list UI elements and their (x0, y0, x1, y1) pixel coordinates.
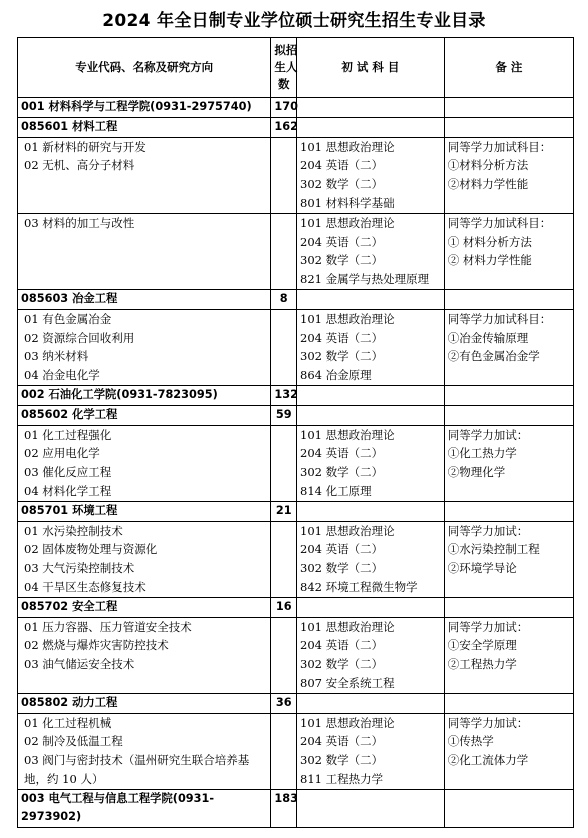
header-major: 专业代码、名称及研究方向 (18, 38, 271, 98)
empty-cell (444, 289, 573, 309)
exam-subject-line: 204 英语（二） (300, 734, 384, 749)
research-direction-line: 01 化工过程机械 (24, 715, 112, 730)
note-cell (444, 713, 573, 789)
exam-subject-line: 811 工程热力学 (300, 771, 384, 786)
research-direction-cell (18, 713, 271, 789)
research-direction-line: 01 新材料的研究与开发 (24, 139, 146, 154)
empty-cell (297, 385, 445, 405)
note-line: ①冶金传输原理 (447, 330, 529, 345)
research-direction-line: 02 资源综合回收利用 (24, 330, 135, 345)
enrollment-count: 36 (271, 693, 297, 713)
college-row (18, 98, 574, 118)
enrollment-count: 16 (271, 597, 297, 617)
empty-cell (271, 137, 297, 213)
note-cell (444, 213, 573, 289)
exam-subject-line: 101 思想政治理论 (300, 715, 395, 730)
header-notes: 备 注 (444, 38, 573, 98)
research-direction-cell (18, 213, 271, 289)
exam-subject-line: 204 英语（二） (300, 158, 384, 173)
exam-subject-line: 302 数学（二） (300, 561, 384, 576)
exam-subject-line: 101 思想政治理论 (300, 427, 395, 442)
note-line: ②物理化学 (447, 465, 506, 480)
research-direction-cell (18, 425, 271, 501)
major-row (18, 289, 574, 309)
research-direction-line: 04 干旱区生态修复技术 (24, 579, 146, 594)
research-direction-line: 04 冶金电化学 (24, 368, 100, 383)
direction-block-row (18, 309, 574, 385)
note-line: 同等学力加试： (447, 427, 529, 442)
major-name: 085601 材料工程 (18, 117, 271, 137)
empty-cell (271, 213, 297, 289)
research-direction-line: 03 纳米材料 (24, 349, 89, 364)
table-header-row (18, 38, 574, 98)
college-name: 002 石油化工学院(0931-7823095) (18, 385, 271, 405)
note-cell (444, 137, 573, 213)
note-line: 同等学力加试： (447, 619, 529, 634)
exam-subject-line: 101 思想政治理论 (300, 311, 395, 326)
empty-cell (444, 117, 573, 137)
exam-subject-line: 204 英语（二） (300, 638, 384, 653)
exam-subject-cell (297, 713, 445, 789)
research-direction-line: 02 固体废物处理与资源化 (24, 542, 158, 557)
empty-cell (297, 98, 445, 118)
note-line: 同等学力加试科目： (447, 215, 552, 230)
research-direction-line: 02 无机、高分子材料 (24, 158, 135, 173)
empty-cell (444, 693, 573, 713)
exam-subject-cell (297, 309, 445, 385)
exam-subject-line: 101 思想政治理论 (300, 619, 395, 634)
note-line: ②材料力学性能 (447, 177, 529, 192)
college-row (18, 789, 574, 828)
exam-subject-cell (297, 213, 445, 289)
empty-cell (271, 309, 297, 385)
research-direction-line: 03 材料的加工与改性 (24, 215, 135, 230)
header-count: 拟招 生人 数 (271, 38, 297, 98)
exam-subject-line: 302 数学（二） (300, 465, 384, 480)
enrollment-count: 183 (271, 789, 297, 828)
direction-block-row (18, 137, 574, 213)
note-line: ①水污染控制工程 (447, 542, 540, 557)
enrollment-count: 21 (271, 501, 297, 521)
note-line: ②环境学导论 (447, 561, 517, 576)
note-cell (444, 309, 573, 385)
research-direction-line: 04 材料化学工程 (24, 483, 112, 498)
major-name: 085603 冶金工程 (18, 289, 271, 309)
exam-subject-line: 101 思想政治理论 (300, 523, 395, 538)
exam-subject-line: 101 思想政治理论 (300, 139, 395, 154)
empty-cell (297, 405, 445, 425)
empty-cell (444, 501, 573, 521)
exam-subject-line: 821 金属学与热处理原理 (300, 272, 430, 287)
exam-subject-line: 302 数学（二） (300, 253, 384, 268)
enrollment-count: 132 (271, 385, 297, 405)
exam-subject-line: 801 材料科学基础 (300, 195, 395, 210)
enrollment-count: 162 (271, 117, 297, 137)
major-name: 085701 环境工程 (18, 501, 271, 521)
empty-cell (271, 617, 297, 693)
empty-cell (297, 289, 445, 309)
table-body (18, 98, 574, 828)
note-line: ②化工流体力学 (447, 753, 529, 768)
note-cell (444, 617, 573, 693)
research-direction-line: 02 应用电化学 (24, 446, 100, 461)
exam-subject-line: 302 数学（二） (300, 753, 384, 768)
research-direction-line: 03 油气储运安全技术 (24, 657, 135, 672)
empty-cell (297, 597, 445, 617)
note-cell (444, 521, 573, 597)
note-line: 同等学力加试： (447, 523, 529, 538)
empty-cell (297, 789, 445, 828)
catalog-table (17, 37, 574, 828)
major-name: 085602 化学工程 (18, 405, 271, 425)
empty-cell (271, 521, 297, 597)
header-exams: 初 试 科 目 (297, 38, 445, 98)
empty-cell (444, 597, 573, 617)
note-line: 同等学力加试： (447, 715, 529, 730)
empty-cell (444, 385, 573, 405)
exam-subject-line: 864 冶金原理 (300, 368, 372, 383)
major-name: 085802 动力工程 (18, 693, 271, 713)
note-line: ① 材料分析方法 (447, 234, 532, 249)
enrollment-count: 170 (271, 98, 297, 118)
exam-subject-cell (297, 617, 445, 693)
research-direction-cell (18, 309, 271, 385)
page-title: 2024 年全日制专业学位硕士研究生招生专业目录 (102, 11, 486, 31)
college-name: 001 材料科学与工程学院(0931-2975740) (18, 98, 271, 118)
major-row (18, 597, 574, 617)
note-line: ② 材料力学性能 (447, 253, 532, 268)
note-line: ①材料分析方法 (447, 158, 529, 173)
exam-subject-line: 807 安全系统工程 (300, 675, 395, 690)
research-direction-line: 03 阀门与密封技术（温州研究生联合培养基地，约 10 人） (24, 753, 250, 786)
major-row (18, 501, 574, 521)
empty-cell (297, 501, 445, 521)
college-row (18, 385, 574, 405)
direction-block-row (18, 425, 574, 501)
research-direction-line: 01 压力容器、压力管道安全技术 (24, 619, 192, 634)
note-line: ①传热学 (447, 734, 494, 749)
direction-block-row (18, 213, 574, 289)
research-direction-line: 03 催化反应工程 (24, 465, 112, 480)
major-row (18, 693, 574, 713)
enrollment-count: 59 (271, 405, 297, 425)
major-row (18, 405, 574, 425)
research-direction-line: 01 有色金属冶金 (24, 311, 112, 326)
exam-subject-cell (297, 137, 445, 213)
exam-subject-line: 101 思想政治理论 (300, 215, 395, 230)
empty-cell (444, 98, 573, 118)
college-name: 003 电气工程与信息工程学院(0931-2973902) (18, 789, 271, 828)
note-line: ①化工热力学 (447, 446, 517, 461)
note-cell (444, 425, 573, 501)
research-direction-line: 01 水污染控制技术 (24, 523, 123, 538)
direction-block-row (18, 617, 574, 693)
exam-subject-line: 302 数学（二） (300, 177, 384, 192)
empty-cell (297, 117, 445, 137)
empty-cell (271, 713, 297, 789)
exam-subject-line: 204 英语（二） (300, 330, 384, 345)
exam-subject-line: 302 数学（二） (300, 349, 384, 364)
direction-block-row (18, 521, 574, 597)
research-direction-line: 03 大气污染控制技术 (24, 561, 135, 576)
research-direction-cell (18, 617, 271, 693)
exam-subject-line: 204 英语（二） (300, 234, 384, 249)
direction-block-row (18, 713, 574, 789)
enrollment-count: 8 (271, 289, 297, 309)
exam-subject-line: 814 化工原理 (300, 483, 372, 498)
research-direction-line: 02 燃烧与爆炸灾害防控技术 (24, 638, 169, 653)
empty-cell (271, 425, 297, 501)
exam-subject-cell (297, 521, 445, 597)
research-direction-cell (18, 137, 271, 213)
exam-subject-line: 842 环境工程微生物学 (300, 579, 418, 594)
exam-subject-line: 204 英语（二） (300, 446, 384, 461)
note-line: ①安全学原理 (447, 638, 517, 653)
exam-subject-cell (297, 425, 445, 501)
major-name: 085702 安全工程 (18, 597, 271, 617)
exam-subject-line: 302 数学（二） (300, 657, 384, 672)
note-line: 同等学力加试科目： (447, 139, 552, 154)
research-direction-cell (18, 521, 271, 597)
exam-subject-line: 204 英语（二） (300, 542, 384, 557)
note-line: ②工程热力学 (447, 657, 517, 672)
note-line: 同等学力加试科目： (447, 311, 552, 326)
major-row (18, 117, 574, 137)
empty-cell (444, 789, 573, 828)
research-direction-line: 01 化工过程强化 (24, 427, 112, 442)
note-line: ②有色金属冶金学 (447, 349, 540, 364)
empty-cell (444, 405, 573, 425)
empty-cell (297, 693, 445, 713)
research-direction-line: 02 制冷及低温工程 (24, 734, 123, 749)
